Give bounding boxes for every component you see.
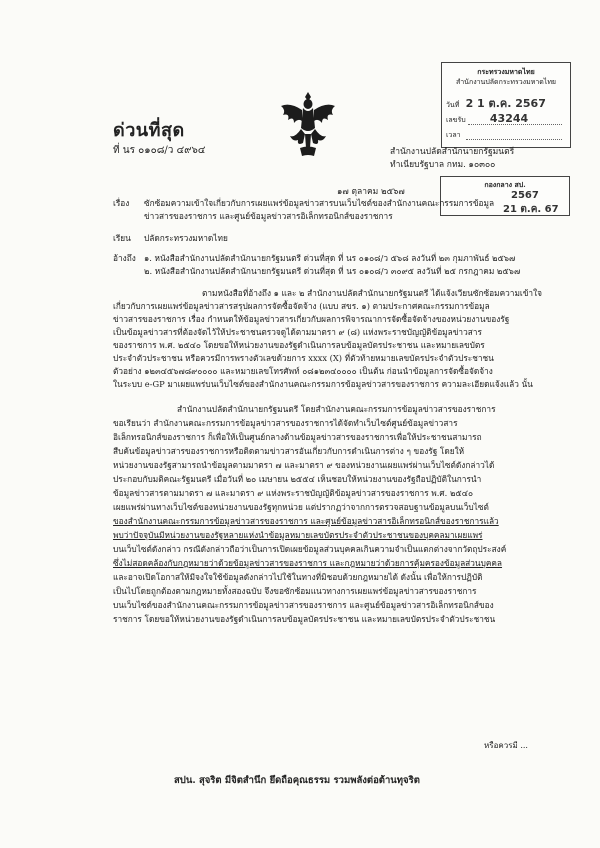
body-line: ตัวอย่าง ๑๒๓๔๕๖๗๘๙๐๐๐๐ และหมายเลขโทรศัพท์ ๐๘๑๒๓๔๐๐๐๐ เป็นต้น ก่อนนำข้อมูลการจัดซื้อจัดจ้าง (113, 366, 493, 376)
body-line: บนเว็บไซต์ดังกล่าว กรณีดังกล่าวถือว่าเป็นการเปิดเผยข้อมูลส่วนบุคคลเกินความจำเป็นแตกต่างจากวัตถุประสงค์ (113, 544, 507, 554)
salutation-label: เรียน (113, 233, 131, 243)
subject-line: ข่าวสารของราชการ และศูนย์ข้อมูลข่าวสารอิเล็กทรอนิกส์ของราชการ (144, 211, 393, 221)
body-line: ของสำนักงานคณะกรรมการข้อมูลข่าวสารของราชการ และศูนย์ข้อมูลข่าวสารอิเล็กทรอนิกส์ของราชการแล้ว (113, 516, 499, 526)
body-line: ราชการ โดยขอให้หน่วยงานของรัฐดำเนินการลบข้อมูลบัตรประชาชน และหมายเลขบัตรประจำตัวประชาชน (113, 614, 496, 624)
continued-note: หรือควรมี ... (484, 741, 528, 750)
body-line: สืบค้นข้อมูลข่าวสารของราชการหรือติดตามข่าวสารอันเกี่ยวกับการดำเนินการต่าง ๆ ของรัฐ โดยให้ (113, 446, 465, 456)
reference-item: ๒. หนังสือสำนักงานปลัดสำนักนายกรัฐมนตรี ด่วนที่สุด ที่ นร ๐๑๐๘/ว ๓๐๙๕ ลงวันที่ ๒๕ กรกฎาคม ๒๕๖๗ (144, 266, 521, 276)
body-line: ข้อมูลข่าวสารตามมาตรา ๗ และมาตรา ๙ แห่งพระราชบัญญัติข้อมูลข่าวสารของราชการ พ.ศ. ๒๕๔๐ (113, 488, 474, 498)
stamp-number-label: เลขรับ (446, 116, 466, 124)
footer-slogan: สปน. สุจริต มีจิตสำนึก ยึดถือคุณธรรม รวมพลังต่อต้านทุจริต (174, 775, 420, 786)
subject-label: เรื่อง (113, 198, 130, 208)
body-line: พบว่าปัจจุบันมีหน่วยงานของรัฐหลายแห่งนำข้อมูลหมายเลขบัตรประจำตัวประชาชนของบุคคลมาเผยแพร่ (113, 530, 483, 540)
sender-address: ทำเนียบรัฐบาล กทม. ๑๐๓๐๐ (390, 160, 496, 170)
body-line: อิเล็กทรอนิกส์ของราชการ ก็เพื่อให้เป็นศูนย์กลางด้านข้อมูลข่าวสารของราชการเพื่อให้ประชาชนสามารถ (113, 432, 482, 442)
urgency-heading: ด่วนที่สุด (113, 120, 185, 141)
receipt-stamp (441, 62, 571, 148)
sender-office: สำนักงานปลัดสำนักนายกรัฐมนตรี (390, 147, 515, 157)
stamp-time-label: เวลา (446, 131, 461, 139)
body-line: และอาจเปิดโอกาสให้มีจงใจใช้ข้อมูลดังกล่าวไปใช้ในทางที่มิชอบด้วยกฎหมายได้ ดังนั้น เพื่อให้การปฏิบัติ (113, 572, 483, 582)
stamp-date-row (446, 94, 566, 112)
body-line: สำนักงานปลัดสำนักนายกรัฐมนตรี โดยสำนักงานคณะกรรมการข้อมูลข่าวสารของราชการ (177, 404, 496, 414)
stamp-date-label: วันที่ (446, 101, 460, 109)
division-stamp (440, 176, 570, 216)
body-line: ซึ่งไม่สอดคล้องกับกฎหมายว่าด้วยข้อมูลข่าวสารของราชการ และกฎหมายว่าด้วยการคุ้มครองข้อมูลส่วนบุคคล (113, 558, 503, 568)
stamp-time-underline (466, 139, 562, 140)
letter-date: ๑๗ ตุลาคม ๒๕๖๗ (337, 187, 405, 197)
stamp-ministry: กระทรวงมหาดไทย (477, 67, 535, 76)
body-line: บนเว็บไซต์ของสำนักงานคณะกรรมการข้อมูลข่าวสารของราชการ และศูนย์ข้อมูลข่าวสารอิเล็กทรอนิกส์ของ (113, 600, 494, 610)
body-line: ประจำตัวประชาชน หรือควรมีการพรางตัวเลขด้วยการ xxxx (X) ที่ตัวท้ายหมายเลขบัตรประจำตัวประชาชน (113, 353, 494, 363)
body-line: ของราชการ พ.ศ. ๒๕๔๐ โดยขอให้หน่วยงานของรัฐดำเนินการลบข้อมูลบัตรประชาชน และหมายเลขบัตร (113, 340, 485, 350)
body-line: ประกอบกับมติคณะรัฐมนตรี เมื่อวันที่ ๒๐ เมษายน ๒๕๕๔ เห็นชอบให้หน่วยงานของรัฐถือปฏิบัติในการนำ (113, 474, 482, 484)
subject-line: ซักซ้อมความเข้าใจเกี่ยวกับการเผยแพร่ข้อมูลข่าวสารบนเว็บไซต์ของสำนักงานคณะกรรมการข้อมูล (144, 198, 495, 208)
body-line: ขอเรียนว่า สำนักงานคณะกรรมการข้อมูลข่าวสารของราชการได้จัดทำเว็บไซต์ศูนย์ข้อมูลข่าวสาร (113, 418, 458, 428)
division-date-value: 21 ต.ค. 67 (503, 204, 559, 215)
body-line: เป็นไปโดยถูกต้องตามกฎหมายทั้งสองฉบับ จึงขอซักซ้อมแนวทางการเผยแพร่ข้อมูลข่าวสารของราชการ (113, 586, 477, 596)
salutation-recipient: ปลัดกระทรวงมหาดไทย (144, 233, 228, 243)
stamp-office: สำนักงานปลัดกระทรวงมหาดไทย (455, 78, 557, 86)
body-line: เป็นข้อมูลข่าวสารที่ต้องจัดไว้ให้ประชาชนตรวจดูได้ตามมาตรา ๙ (๘) แห่งพระราชบัญญัติข้อมูลข่าวสาร (113, 327, 482, 337)
body-line: หน่วยงานของรัฐสามารถนำข้อมูลตามมาตรา ๗ และมาตรา ๙ ของหน่วยงานเผยแพร่ผ่านเว็บไซต์ดังกล่าวได้ (113, 460, 495, 470)
division-number-value: 2567 (511, 190, 539, 201)
body-line: ตามหนังสือที่อ้างถึง ๑ และ ๒ สำนักงานปลัดสำนักนายกรัฐมนตรี ได้แจ้งเวียนซักซ้อมความเข้าใจ (202, 288, 542, 298)
body-line: เกี่ยวกับการเผยแพร่ข้อมูลข่าวสารสรุปผลการจัดซื้อจัดจ้าง (แบบ สขร. ๑) ตามประกาศคณะกรรมการข้อมูล (113, 301, 490, 311)
garuda-emblem-icon (278, 88, 338, 160)
division-name: กองกลาง สป. (484, 180, 526, 189)
body-line: เผยแพร่ผ่านทางเว็บไซต์ของหน่วยงานของรัฐทุกหน่วย แต่ปรากฏว่าจากการตรวจสอบฐานข้อมูลบนเว็บไซต์ (113, 502, 489, 512)
reference-item: ๑. หนังสือสำนักงานปลัดสำนักนายกรัฐมนตรี ด่วนที่สุด ที่ นร ๐๑๐๘/ว ๕๖๘ ลงวันที่ ๒๓ กุมภาพันธ์ ๒๕๖๗ (144, 253, 516, 263)
body-line: ข่าวสารของราชการ เรื่อง กำหนดให้ข้อมูลข่าวสารเกี่ยวกับผลการพิจารณาการจัดซื้อจัดจ้างของหน่วยงานของรัฐ (113, 314, 510, 324)
stamp-number-value: 43244 (489, 112, 529, 125)
reference-label: อ้างถึง (113, 253, 136, 263)
stamp-number-underline (468, 124, 562, 125)
document-number: ที่ นร ๐๑๐๘/ว ๔๙๖๔ (113, 145, 206, 156)
stamp-date-value: 2 1 ต.ค. 2567 (465, 97, 546, 110)
body-line: ในระบบ e-GP มาเผยแพร่บนเว็บไซต์ของสำนักงานคณะกรรมการข้อมูลข่าวสารของราชการ ความละเอียดแจ้งแล้ว นั้น (113, 379, 533, 389)
